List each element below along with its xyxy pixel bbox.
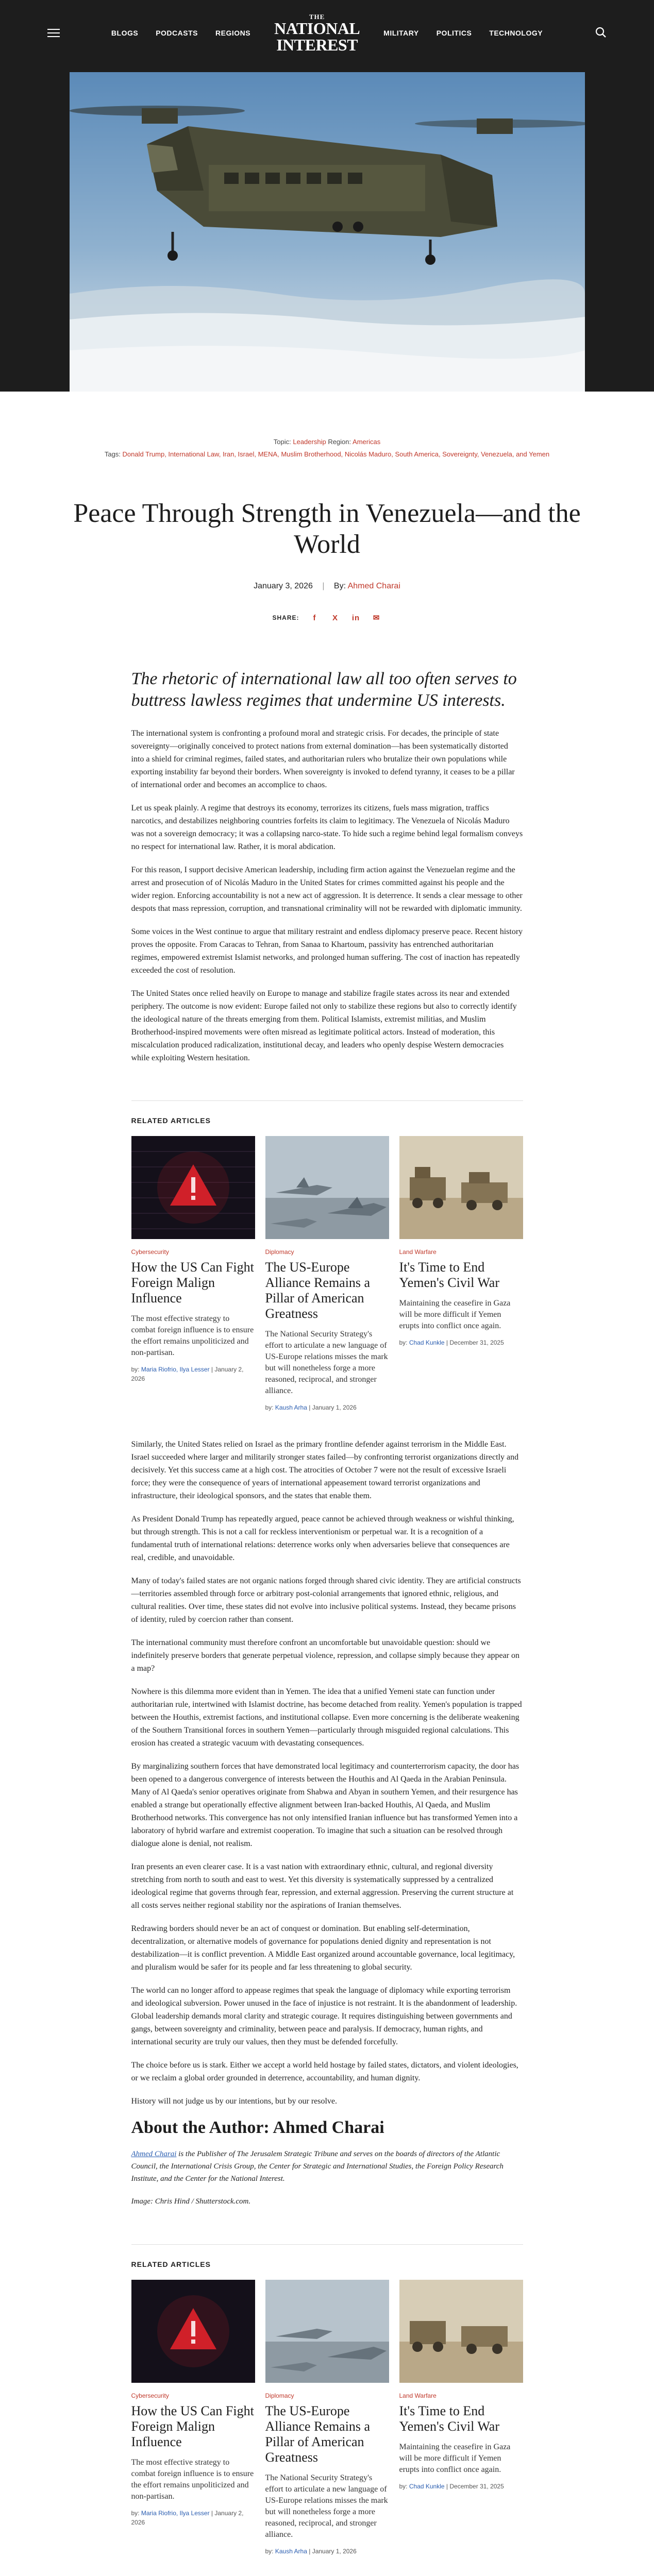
- related-card[interactable]: [265, 1136, 389, 1412]
- paragraph: Nowhere is this dilemma more evident than in Yemen. The idea that a unified Yemeni state can function under authoritarian rule, intertwined with Islamist doctrine, has become detached from reality. Yemen's population is trapped between the Houthis, extremist factions, and institutional collapse. Even more concerning is the deliberate weakening of the Southern Transitional forces in southern Yemen—particularly through misguided regional calculations. This erosion has created a strategic vacuum with devastating consequences.: [131, 1687, 522, 1748]
- nav-left: [111, 29, 250, 37]
- cyber-alert-image: [131, 2280, 255, 2383]
- logo-interest: INTEREST: [276, 35, 358, 54]
- paragraph: The choice before us is stark. Either we accept a world held hostage by failed states, dictators, and violent ideologies, or we reclaim a global order grounded in deterrence, accountability, and human dignity.: [131, 2061, 518, 2082]
- paragraph: Similarly, the United States relied on Israel as the primary frontline defender against terrorism in the Middle East. Israel succeeded where larger and militarily stronger states failed—by confronting terrorist organizations directly and decisively. Yet this success came at a high cost. The atrocities of October 7 were not the result of excessive Israeli force; they were the consequence of years of international appeasement toward terrorist organizations and infrastructure, their ideological sponsors, and the states that enable them.: [131, 1440, 519, 1500]
- card-category[interactable]: Land Warfare: [399, 1248, 437, 1256]
- card-image-yemen[interactable]: [399, 1136, 523, 1239]
- related-card[interactable]: [265, 2280, 389, 2556]
- card-date: December 31, 2025: [449, 2483, 504, 2490]
- related-card[interactable]: [399, 1136, 523, 1412]
- author-bio: [131, 2148, 523, 2185]
- tags-label: Tags:: [104, 450, 121, 458]
- paragraph: Some voices in the West continue to argue that military restraint and endless diplomacy preserve peace. Recent history proves the opposite. From Caracas to Tehran, from Sanaa to Khartoum, passivity has entrenched authoritarian regimes, empowered extremist Islamist networks, and prolonged human suffering. The cost of inaction has repeatedly exceeded the cost of resolution.: [131, 927, 523, 975]
- nav-technology[interactable]: TECHNOLOGY: [489, 29, 543, 37]
- article-lede: The rhetoric of international law all too often serves to buttress lawless regimes that undermine US interests.: [131, 669, 517, 710]
- card-by-label: by:: [265, 1404, 274, 1411]
- card-authors[interactable]: Maria Riofrio, Ilya Lesser: [141, 1366, 210, 1373]
- card-authors[interactable]: Chad Kunkle: [409, 2483, 445, 2490]
- helicopter-illustration: [70, 72, 585, 392]
- card-desc: The National Security Strategy's effort to articulate a new language of US-Europe relations misses the mark but will nonetheless forge a more reasoned, reciprocal, and stronger alliance.: [265, 1330, 388, 1395]
- region-label: Region:: [328, 438, 351, 446]
- card-desc: The National Security Strategy's effort to articulate a new language of US-Europe relations misses the mark but will nonetheless forge a more reasoned, reciprocal, and stronger alliance.: [265, 2473, 388, 2539]
- card-image-diplomacy[interactable]: [265, 2280, 389, 2383]
- card-title[interactable]: The US-Europe Alliance Remains a Pillar of American Greatness: [265, 2403, 371, 2465]
- email-icon[interactable]: ✉: [373, 614, 380, 622]
- author-link[interactable]: Ahmed Charai: [347, 582, 400, 590]
- image-credit: Image: Chris Hind / Shutterstock.com.: [131, 2197, 251, 2206]
- card-title[interactable]: It's Time to End Yemen's Civil War: [399, 1260, 499, 1290]
- card-authors[interactable]: Kaush Arha: [275, 1404, 307, 1411]
- paragraph: For this reason, I support decisive American leadership, including firm action against the Venezuelan regime and the arrest and prosecution of of Nicolás Maduro in the United States for crimes committed against his people and the wider region. Enforcing accountability is not a new act of aggression. It is deterrence. It sends a clear message to other despots that mass repression, corruption, and transnational criminality will not be rewarded with diplomatic immunity.: [131, 866, 523, 913]
- bio-text: is the Publisher of The Jerusalem Strategic Tribune and serves on the boards of directors of the Atlantic Council, the International Crisis Group, the Center for Strategic and International Studies, the Foreign Policy Research Institute, and the Center for the National Interest.: [131, 2150, 504, 2183]
- card-image-cyber[interactable]: [131, 2280, 255, 2383]
- by-label: By:: [333, 582, 346, 590]
- topic-link[interactable]: Leadership: [293, 438, 326, 446]
- topic-label: Topic:: [273, 438, 291, 446]
- card-by-label: by:: [131, 1366, 140, 1373]
- related-articles-inline: [131, 1100, 523, 1412]
- hero-image: [70, 72, 585, 392]
- about-heading: About the Author: Ahmed Charai: [131, 2118, 384, 2137]
- main-nav: [0, 12, 654, 54]
- related-heading: RELATED ARTICLES: [131, 2244, 523, 2280]
- logo-national: NATIONAL: [274, 19, 360, 38]
- paragraph: The world can no longer afford to appease regimes that speak the language of diplomacy while exporting terrorism and ideological subversion. Power unused in the face of injustice is not restraint. It is the abandonment of leadership. Global leadership demands moral clarity and strategic courage. It requires distinguishing between governments and gangs, between sovereignty and criminality, between peace and paralysis. If democracy, human rights, and international security are truly our values, then they must be defended forcefully.: [131, 1986, 517, 2046]
- card-byline: by: Chad Kunkle | December 31, 2025: [399, 1339, 504, 1346]
- article-body: [131, 668, 523, 2208]
- card-by-label: by:: [131, 2510, 140, 2517]
- tags-links[interactable]: Donald Trump, International Law, Iran, Israel, MENA, Muslim Brotherhood, Nicolás Maduro, South America, Sovereignty, Venezuela, and Yemen: [122, 450, 550, 458]
- paragraph: Many of today's failed states are not organic nations forged through shared civic identity. They are artificial constructs—territories assembled through force or arbitrary post-colonial arrangements that ignored ethnic, religious, and cultural realities. Over time, these states did not evolve into inclusive political systems. Instead, they became prisons of identity, ruled by coercion rather than consent.: [131, 1577, 521, 1624]
- card-category[interactable]: Cybersecurity: [131, 1248, 169, 1256]
- card-authors[interactable]: Kaush Arha: [275, 2548, 307, 2555]
- region-link[interactable]: Americas: [353, 438, 381, 446]
- spacer: [131, 1412, 523, 1438]
- card-desc: Maintaining the ceasefire in Gaza will be more difficult if Yemen erupts into conflict once again.: [399, 2443, 511, 2474]
- card-desc: Maintaining the ceasefire in Gaza will be more difficult if Yemen erupts into conflict once again.: [399, 1299, 511, 1330]
- card-byline: by: Maria Riofrio, Ilya Lesser | January 2, 2026: [131, 2510, 244, 2526]
- fighter-jets-image: [265, 2280, 389, 2383]
- card-by-label: by:: [399, 1339, 408, 1346]
- topic-region-line: [0, 392, 654, 446]
- card-title[interactable]: It's Time to End Yemen's Civil War: [399, 2403, 499, 2434]
- card-authors[interactable]: Maria Riofrio, Ilya Lesser: [141, 2510, 210, 2517]
- paragraph: Let us speak plainly. A regime that destroys its economy, terrorizes its citizens, fuels mass migration, traffics narcotics, and destabilizes neighboring countries forfeits its claim to legitimacy. The Venezuela of Nicolás Maduro was not a sovereign democracy; it was a collapsing narco-state. To hide such a regime behind legal formalism conveys no respect for international law. Rather, it is moral abdication.: [131, 804, 523, 851]
- military-vehicles-image: [399, 2280, 523, 2383]
- site-header: [0, 0, 654, 67]
- hero-band: [0, 67, 654, 392]
- card-category[interactable]: Land Warfare: [399, 2392, 437, 2399]
- related-heading: RELATED ARTICLES: [131, 1100, 523, 1136]
- card-by-label: by:: [399, 2483, 408, 2490]
- card-byline: by: Kaush Arha | January 1, 2026: [265, 1404, 357, 1411]
- related-card[interactable]: [399, 2280, 523, 2556]
- card-image-diplomacy[interactable]: [265, 1136, 389, 1239]
- paragraph: The international system is confronting a profound moral and strategic crisis. For decades, the principle of state sovereignty—originally conceived to protect nations from external domination—has been systematically distorted into a shield for criminal regimes, failed states, and authoritarian rulers who brutalize their own populations while exporting instability far beyond their borders. When sovereignty is invoked to defend tyranny, it ceases to be a pillar of international order and becomes an accomplice to chaos.: [131, 729, 515, 789]
- paragraph: Redrawing borders should never be an act of conquest or domination. But enabling self-determination, decentralization, or alternative models of governance for populations denied dignity and representation is not destabilization—it is conflict prevention. A Middle East organized around accountable governance, local legitimacy, and pluralism would be safer for its people and far less threatening to global security.: [131, 1924, 515, 1972]
- related-card[interactable]: [131, 2280, 255, 2556]
- byline-separator: |: [322, 582, 325, 590]
- search-icon[interactable]: [595, 27, 607, 38]
- nav-politics[interactable]: POLITICS: [436, 29, 472, 37]
- card-image-yemen[interactable]: [399, 2280, 523, 2383]
- card-title[interactable]: How the US Can Fight Foreign Malign Influence: [131, 1260, 254, 1306]
- card-category[interactable]: Diplomacy: [265, 2392, 294, 2399]
- nav-right: [383, 29, 543, 37]
- card-date: January 2, 2026: [131, 1366, 244, 1382]
- paragraph: The international community must therefore confront an uncomfortable but unavoidable question: should we indefinitely preserve borders that generate perpetual violence, repression, and collapse simply because they appear on a map?: [131, 1638, 519, 1673]
- paragraph: The United States once relied heavily on Europe to manage and stabilize fragile states across its near and extended periphery. The outcome is now evident: Europe failed not only to stabilize these regions but also to correctly identify the ideological nature of the threats emerging from them. Political Islamists, extremist militias, and Muslim Brotherhood-inspired movements were often misread as legitimate political actors. Instead of moderation, this miscalculation produced radicalization, institutional decay, and leaders who openly despise Western democracies while exploiting Western hesitation.: [131, 989, 517, 1062]
- byline: [0, 582, 654, 591]
- card-title[interactable]: How the US Can Fight Foreign Malign Influence: [131, 2403, 254, 2449]
- tags-line: [49, 449, 606, 460]
- logo-the: THE: [309, 12, 325, 21]
- card-date: January 2, 2026: [131, 2510, 244, 2526]
- x-icon[interactable]: X: [332, 613, 338, 622]
- card-date: January 1, 2026: [312, 2548, 357, 2555]
- paragraph: By marginalizing southern forces that have demonstrated local legitimacy and counterterrorism capacity, the door has been opened to a dangerous convergence of interests between the Houthis and Al Qaeda in the Arabian Peninsula. Many of Al Qaeda's senior operatives originate from Shabwa and Abyan in southern Yemen, and their resurgence has enabled a strange but operationally effective alignment between Iran-backed Houthis, Al Qaeda, and Muslim Brotherhood networks. This convergence has not only intensified Iranian influence but has transformed Yemen into a laboratory of hybrid warfare and extremist cooperation. To imagine that such a situation can be resolved through dialogue alone is denial, not realism.: [131, 1762, 519, 1848]
- related-cards: [131, 2280, 523, 2556]
- nav-blogs[interactable]: BLOGS: [111, 29, 139, 37]
- facebook-icon[interactable]: f: [313, 613, 316, 622]
- card-image-cyber[interactable]: [131, 1136, 255, 1239]
- share-label: SHARE:: [272, 614, 299, 621]
- card-desc: The most effective strategy to combat foreign influence is to ensure the effort remains unpoliticized and non-partisan.: [131, 1314, 254, 1357]
- nav-regions[interactable]: REGIONS: [215, 29, 251, 37]
- share-bar: [0, 613, 654, 623]
- card-category[interactable]: Diplomacy: [265, 1248, 294, 1256]
- card-byline: by: Maria Riofrio, Ilya Lesser | January 2, 2026: [131, 1366, 244, 1382]
- card-desc: The most effective strategy to combat foreign influence is to ensure the effort remains unpoliticized and non-partisan.: [131, 2458, 254, 2501]
- cyber-alert-image: [131, 1136, 255, 1239]
- paragraph: As President Donald Trump has repeatedly argued, peace cannot be achieved through weakness or wishful thinking, but through strength. This is not a call for reckless interventionism or perpetual war. It is a recognition of a fundamental truth of international relations: deterrence works only when adversaries believe that consequences are real, credible, and unavoidable.: [131, 1515, 514, 1562]
- about-author: [131, 2118, 523, 2208]
- card-date: January 1, 2026: [312, 1404, 357, 1411]
- article-date: January 3, 2026: [254, 582, 313, 590]
- paragraph: Iran presents an even clearer case. It is a vast nation with extraordinary ethnic, cultural, and regional diversity stretching from north to south and east to west. Yet this diversity is systematically suppressed by a centralized ideological regime that governs through fear, repression, and external aggression. Preserving the current structure at all costs serves neither regional stability nor the aspirations of Iranian themselves.: [131, 1862, 514, 1910]
- card-by-label: by:: [265, 2548, 274, 2555]
- related-articles-bottom: [131, 2244, 523, 2556]
- fighter-jets-image: [265, 1136, 389, 1239]
- related-cards: [131, 1136, 523, 1412]
- card-byline: by: Kaush Arha | January 1, 2026: [265, 2548, 357, 2555]
- article-title: Peace Through Strength in Venezuela—and the World: [73, 499, 581, 559]
- card-byline: by: Chad Kunkle | December 31, 2025: [399, 2483, 504, 2490]
- related-card[interactable]: [131, 1136, 255, 1412]
- military-vehicles-image: [399, 1136, 523, 1239]
- card-category[interactable]: Cybersecurity: [131, 2392, 169, 2399]
- site-logo[interactable]: [274, 13, 360, 53]
- nav-podcasts[interactable]: PODCASTS: [156, 29, 198, 37]
- card-title[interactable]: The US-Europe Alliance Remains a Pillar of American Greatness: [265, 1260, 371, 1321]
- paragraph: History will not judge us by our intentions, but by our resolve.: [131, 2097, 338, 2106]
- nav-military[interactable]: MILITARY: [383, 29, 419, 37]
- linkedin-icon[interactable]: in: [351, 613, 360, 622]
- card-date: December 31, 2025: [449, 1339, 504, 1346]
- bio-author-link[interactable]: Ahmed Charai: [131, 2150, 177, 2158]
- card-authors[interactable]: Chad Kunkle: [409, 1339, 445, 1346]
